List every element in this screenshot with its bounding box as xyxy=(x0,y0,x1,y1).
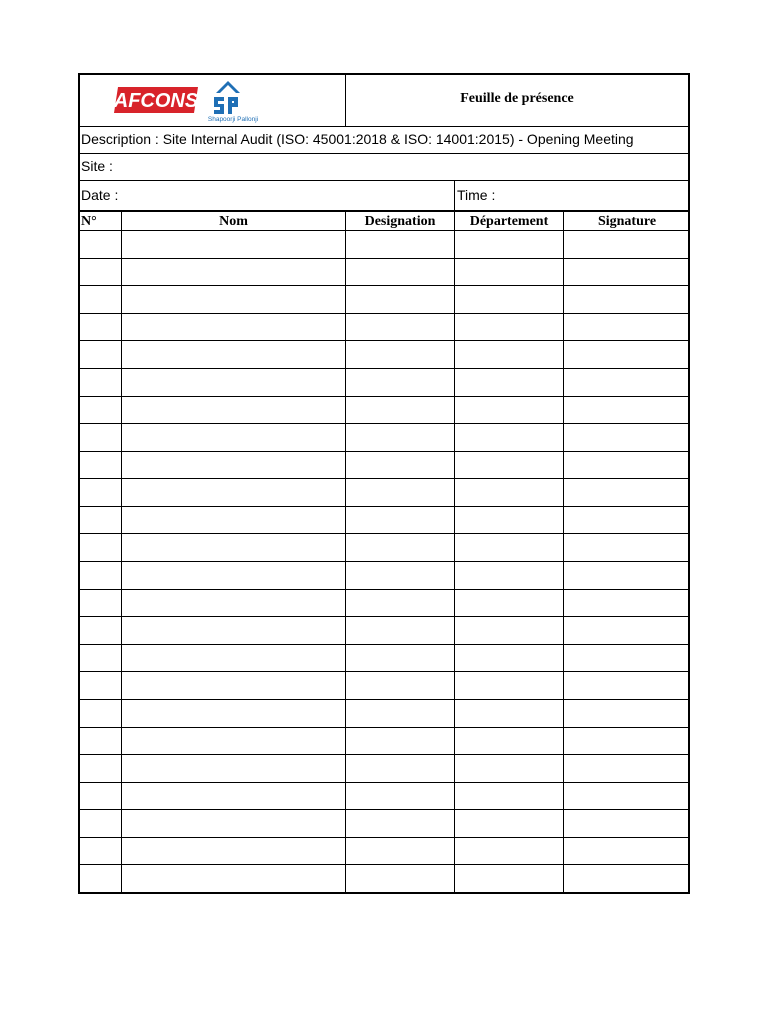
column-header-number: N° xyxy=(81,214,97,229)
table-header-bottom-line xyxy=(80,230,688,231)
table-row xyxy=(80,258,688,259)
table-row xyxy=(80,727,688,728)
site-bottom-line xyxy=(80,180,688,181)
time-field: Time : xyxy=(457,187,496,203)
description-field: Description : Site Internal Audit (ISO: 45001:2018 & ISO: 14001:2015) - Opening Meeting xyxy=(81,131,634,147)
table-row xyxy=(80,644,688,645)
table-row xyxy=(80,478,688,479)
table-row xyxy=(80,396,688,397)
table-row xyxy=(80,809,688,810)
afcons-logo xyxy=(112,83,202,117)
table-row xyxy=(80,451,688,452)
table-row xyxy=(80,782,688,783)
table-row xyxy=(80,561,688,562)
column-header-signature: Signature xyxy=(597,214,657,229)
table-row xyxy=(80,671,688,672)
attendance-sheet xyxy=(78,73,690,894)
document-title: Feuille de présence xyxy=(460,91,574,106)
svg-text:AFCONS: AFCONS xyxy=(113,90,199,112)
table-row xyxy=(80,285,688,286)
table-row xyxy=(80,423,688,424)
date-time-divider xyxy=(454,180,455,210)
table-row xyxy=(80,864,688,865)
table-row xyxy=(80,368,688,369)
table-row xyxy=(80,506,688,507)
table-row xyxy=(80,533,688,534)
column-header-nom: Nom xyxy=(219,214,248,229)
table-row xyxy=(80,699,688,700)
table-row xyxy=(80,313,688,314)
table-row xyxy=(80,754,688,755)
header-bottom-line xyxy=(80,126,688,127)
svg-text:Shapoorji Pallonji: Shapoorji Pallonji xyxy=(207,116,259,123)
column-header-departement: Département xyxy=(469,214,549,229)
shapoorji-pallonji-logo xyxy=(202,77,264,123)
table-row xyxy=(80,616,688,617)
table-row xyxy=(80,340,688,341)
table-row xyxy=(80,589,688,590)
site-field: Site : xyxy=(81,158,113,174)
column-header-designation: Designation xyxy=(364,214,436,229)
table-row xyxy=(80,837,688,838)
description-bottom-line xyxy=(80,153,688,154)
date-field: Date : xyxy=(81,187,119,203)
